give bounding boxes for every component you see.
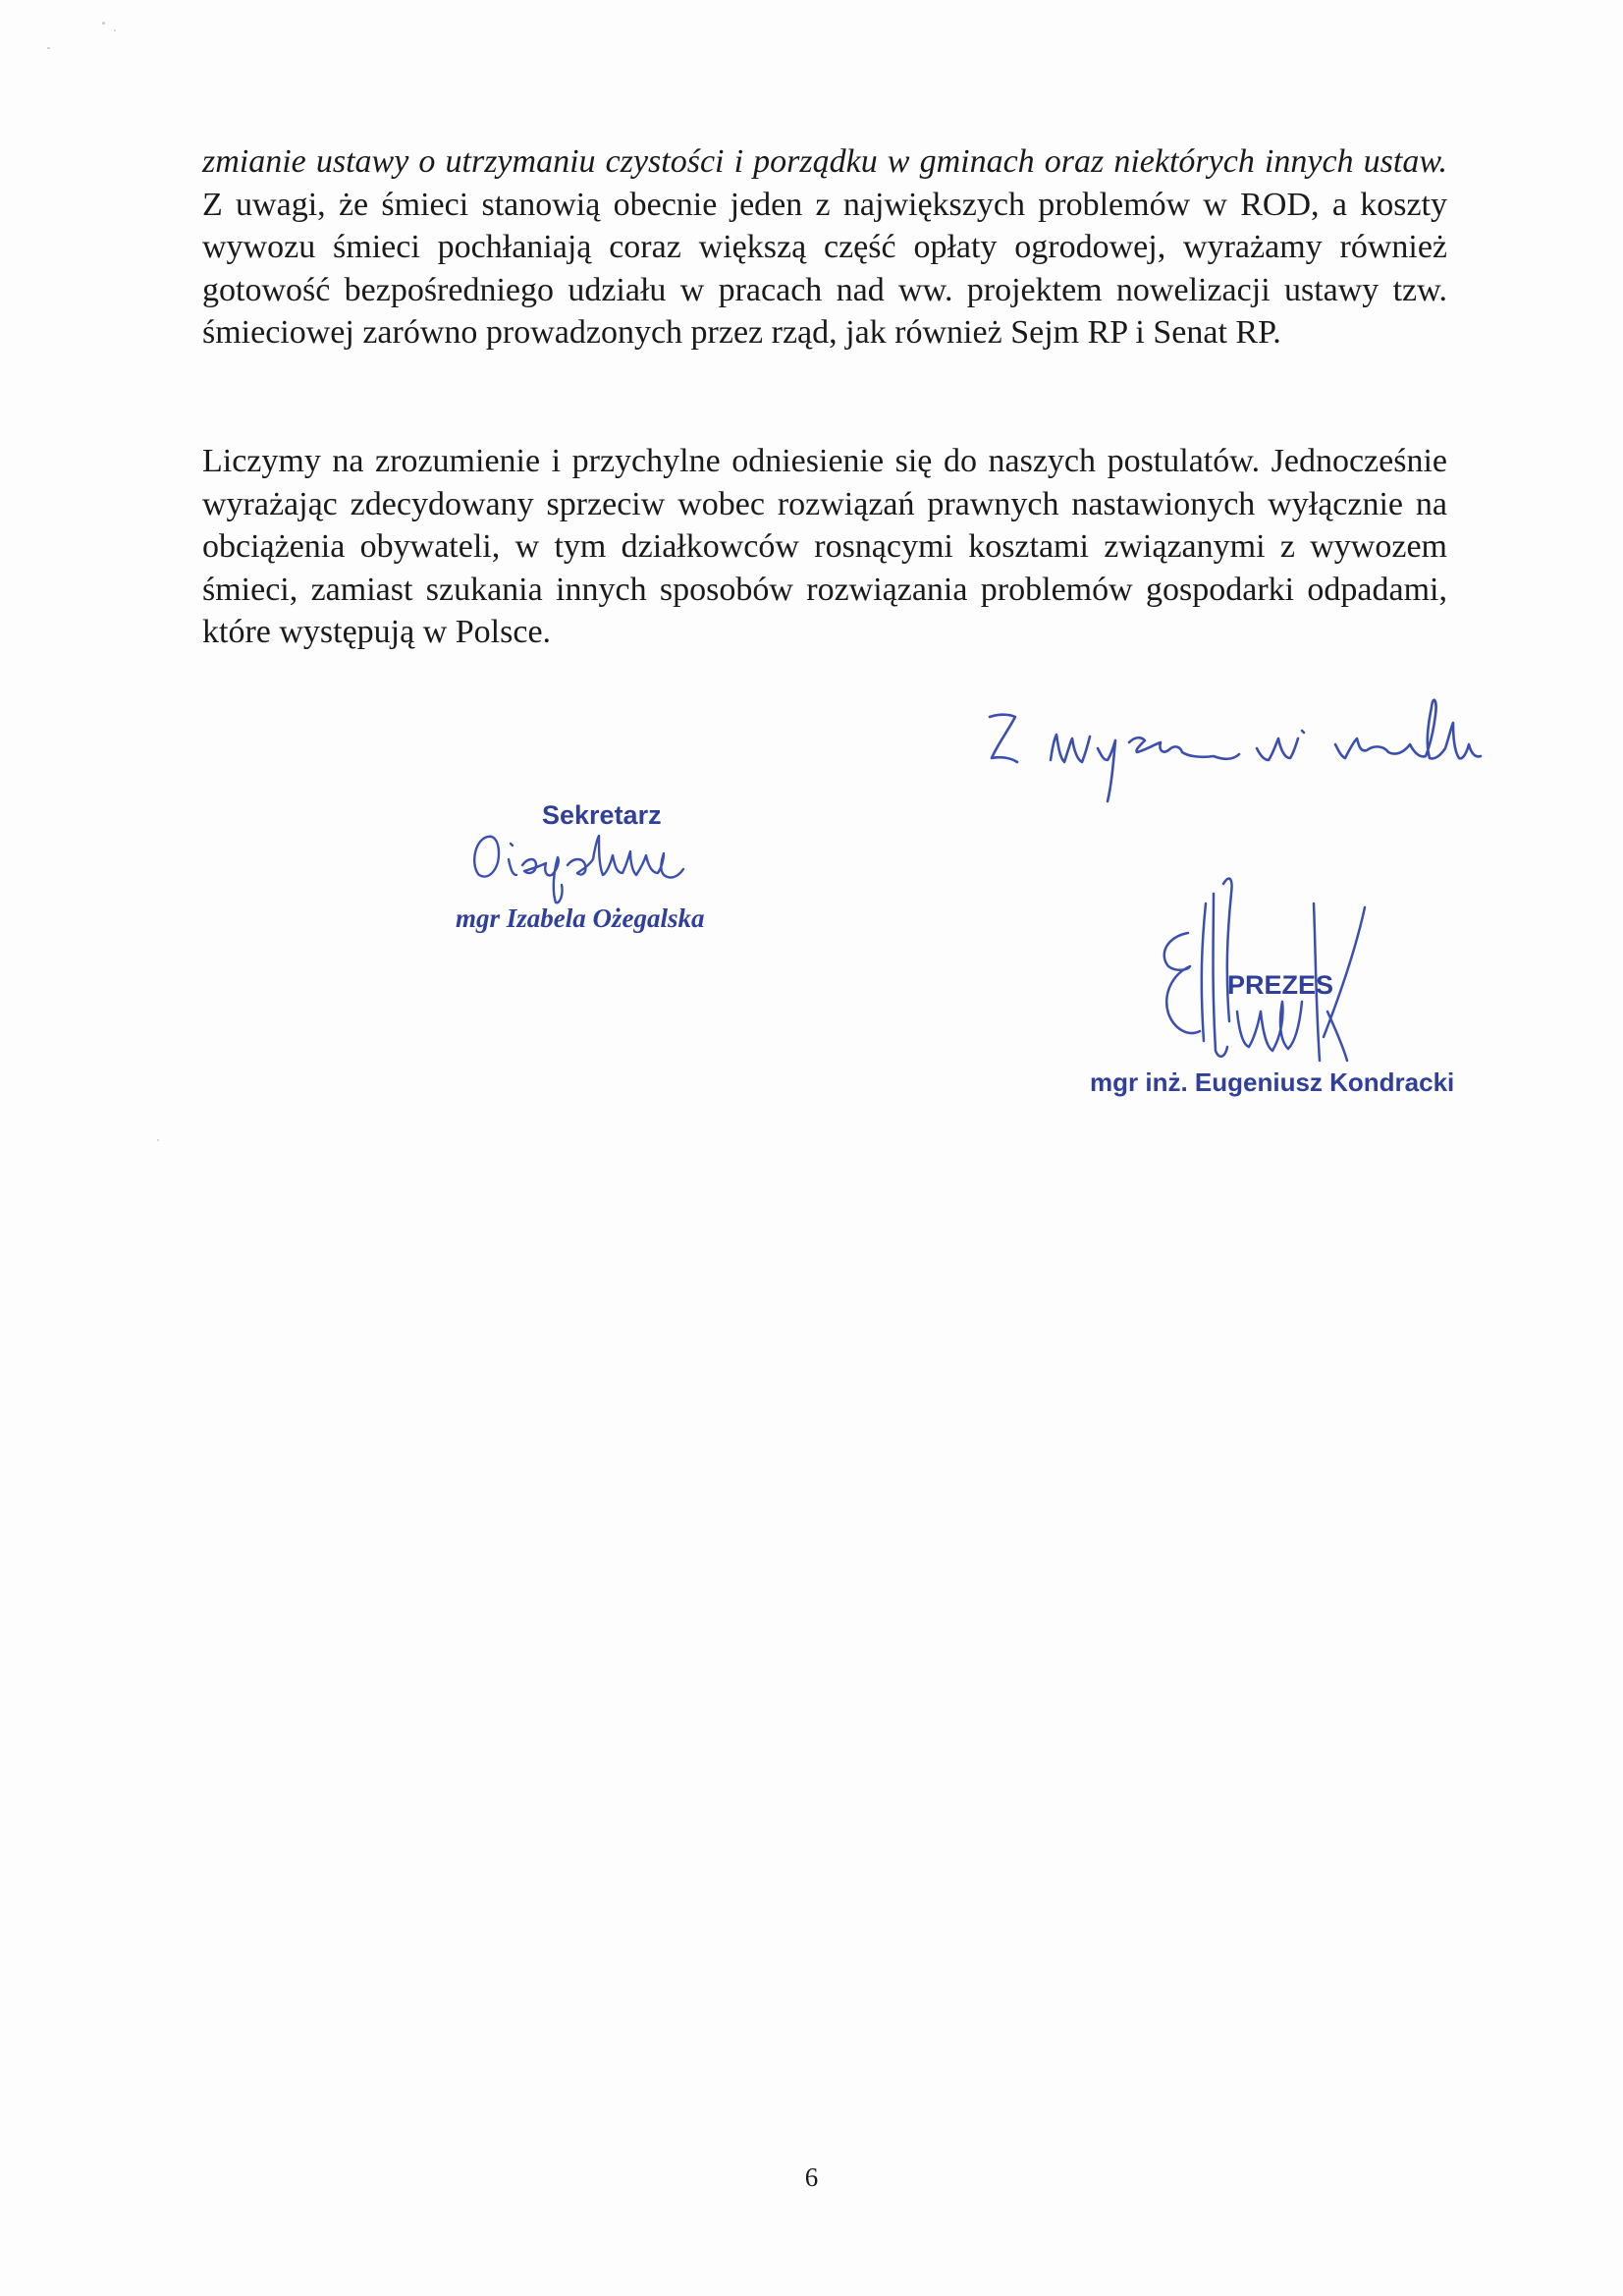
handwritten-closing-drawing [972,687,1542,825]
paragraph-1-text: Z uwagi, że śmieci stanowią obecnie jeden z największych problemów w ROD, a koszty wywozu śmieci pochłaniają coraz większą część opłaty ogrodowej, wyrażamy również gotowość bezpośredniego udziału w pracach nad ww. projektem nowelizacji ustawy tzw. śmieciowej zarówno prowadzonych przez rząd, jak również Sejm RP i Senat RP. [202,186,1447,351]
paragraph-1 [202,140,1447,355]
secretary-name: mgr Izabela Ożegalska [456,903,705,933]
paragraph-1-italic-lead: zmianie ustawy o utrzymaniu czystości i porządku w gminach oraz niektórych innych ustaw. [202,143,1447,180]
scan-speck [114,29,116,31]
paragraph-2 [202,440,1447,654]
secretary-signature-drawing [452,800,707,908]
president-name: mgr inż. Eugeniusz Kondracki [1090,1067,1455,1097]
scan-speck [47,47,50,49]
page-number: 6 [804,2162,819,2192]
secretary-title: Sekretarz [542,800,662,830]
paragraph-2-text: Liczymy na zrozumienie i przychylne odniesienie się do naszych postulatów. Jednocześnie wyrażając zdecydowany sprzeciw wobec rozwiązań prawnych nastawionych wyłącznie na obciążenia obywateli, w tym działkowców rosnącymi kosztami związanymi z wywozem śmieci, zamiast szukania innych sposobów rozwiązania problemów gospodarki odpadami, które występują w Polsce. [202,443,1447,650]
secretary-signature-block [452,800,766,957]
president-signature-block [1070,864,1483,1110]
scan-speck [157,1139,159,1141]
scan-speck [102,22,105,25]
president-title: PREZES [1227,970,1334,1000]
handwritten-closing [972,687,1542,830]
